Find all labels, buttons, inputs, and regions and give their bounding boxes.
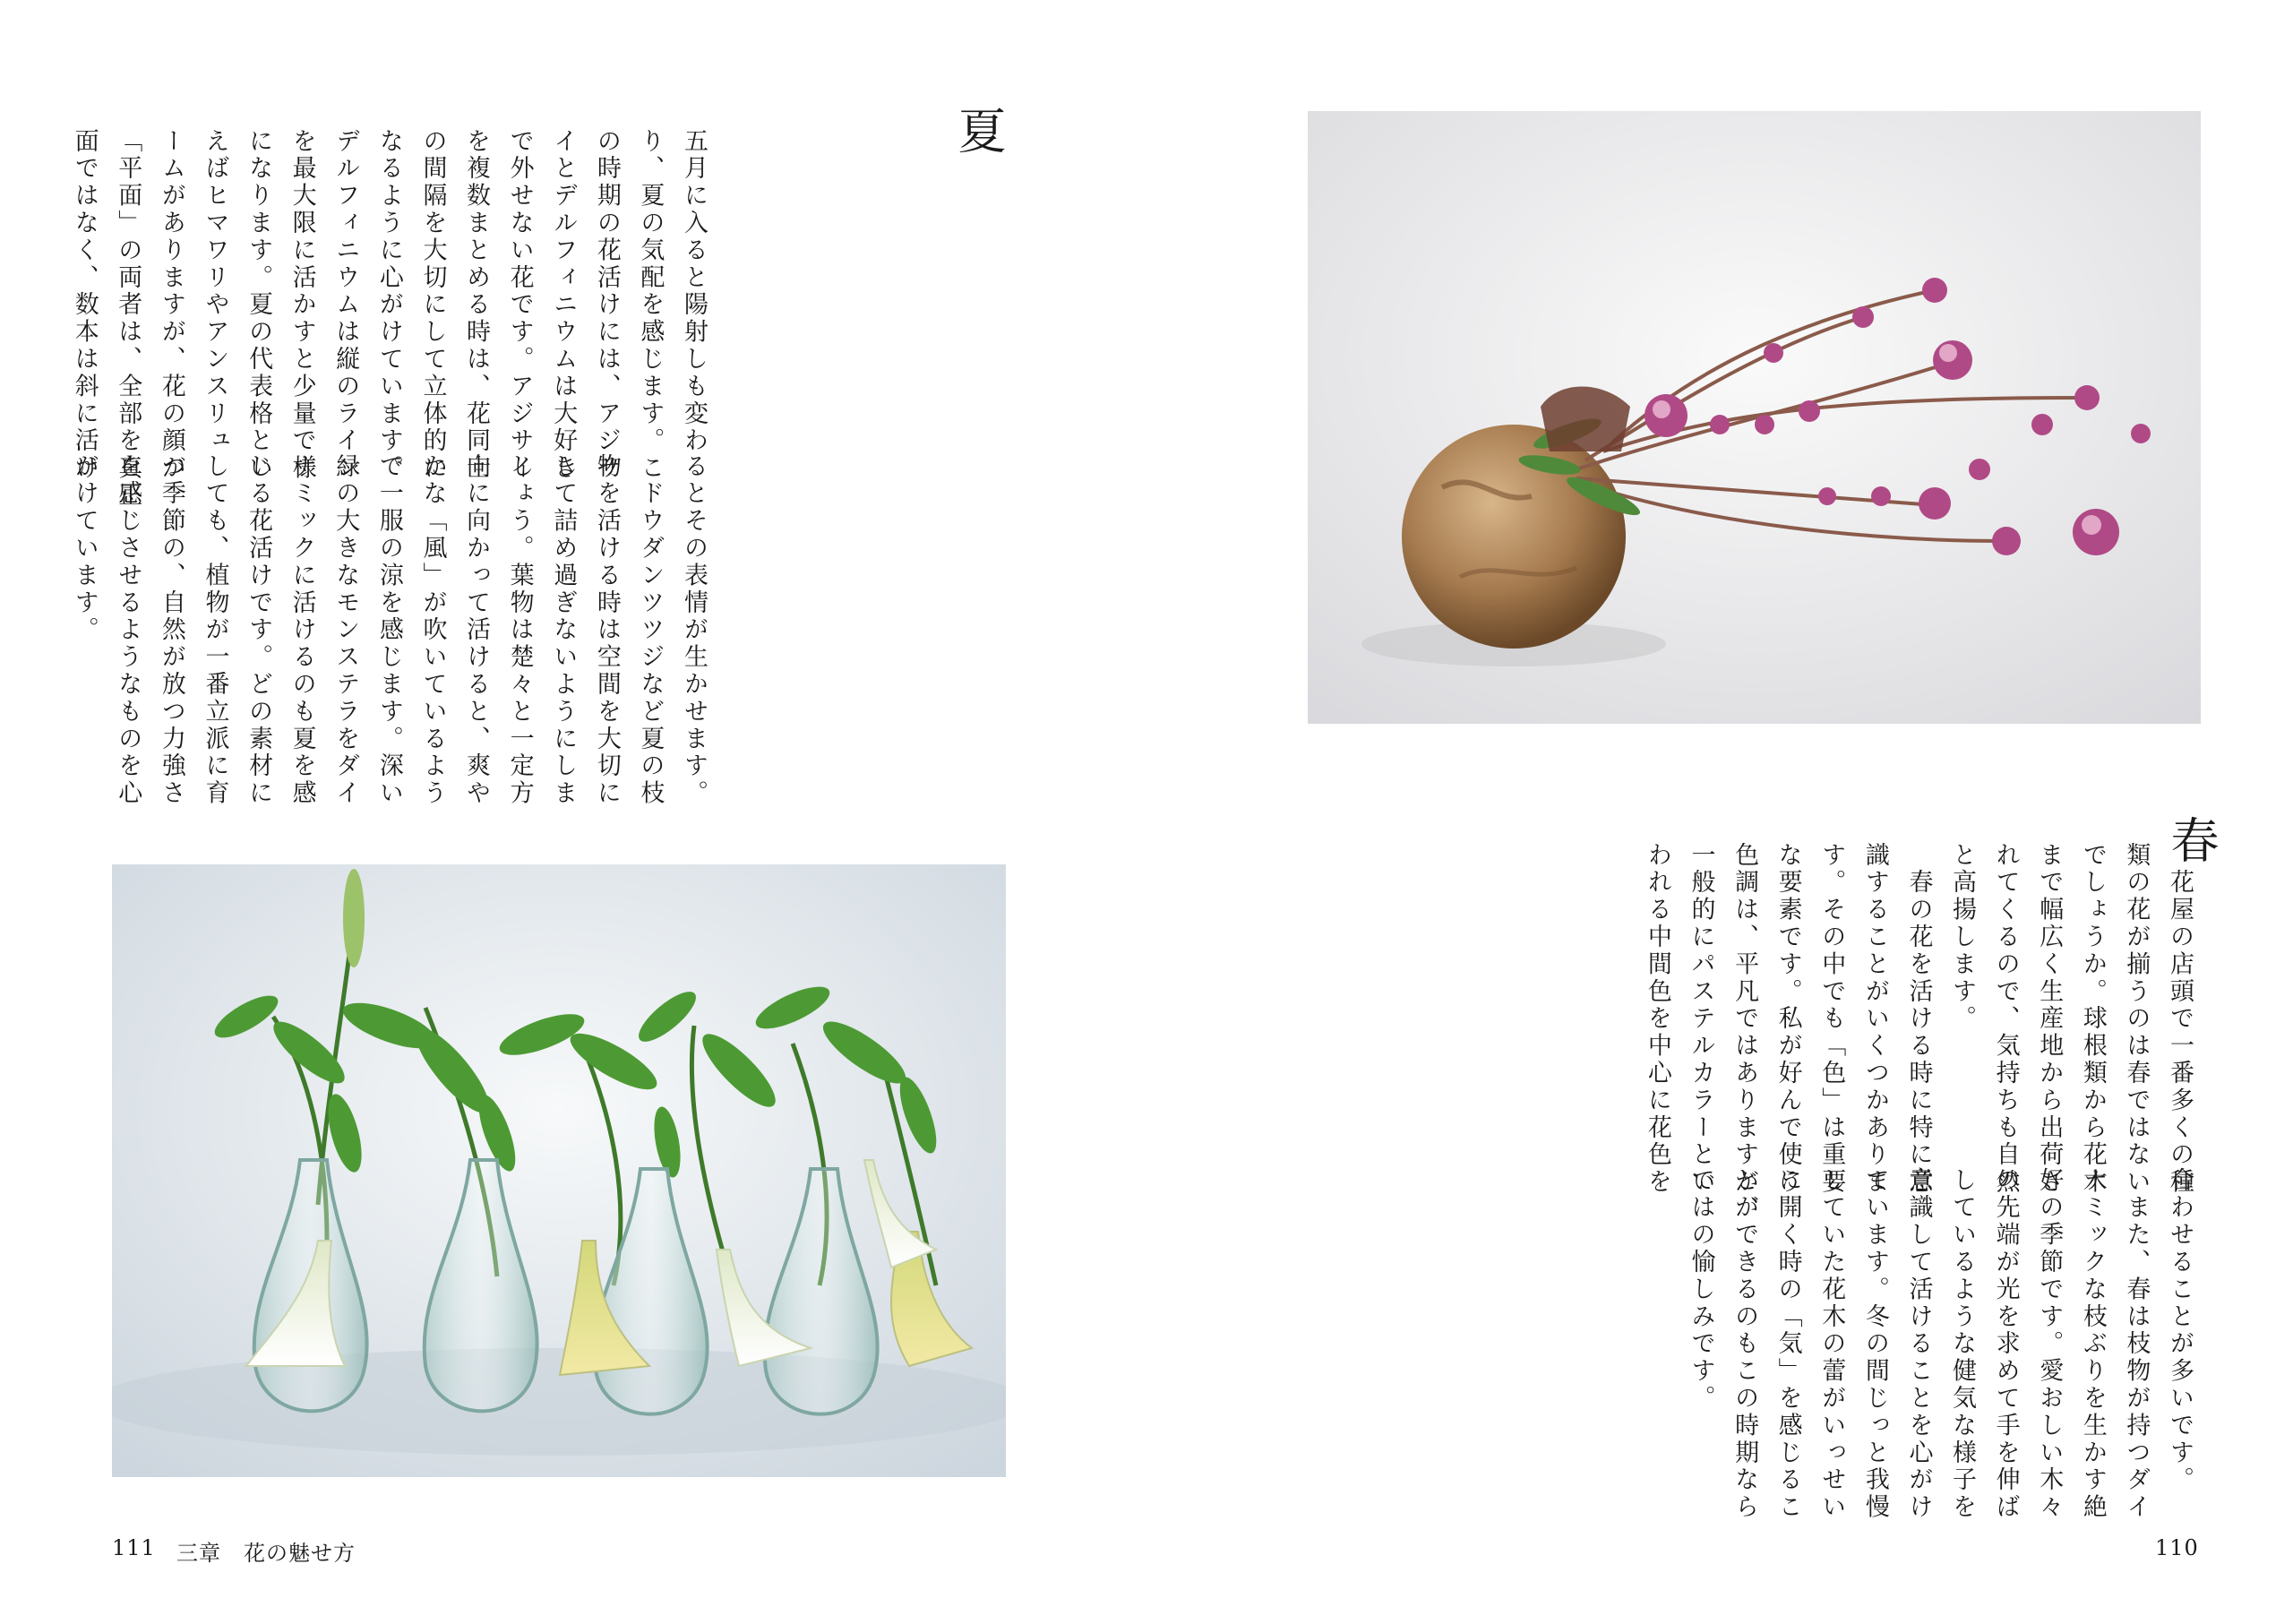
magnolia-illustration	[1308, 111, 2201, 724]
left-page	[0, 0, 1146, 1624]
page-number-right: 110	[2155, 1535, 2199, 1560]
summer-text-block-2: るとその表情が生かせます。 ドウダンツツジなど夏の枝 物を活ける時は空間を大切に して詰め過ぎないようにしま しょう。葉物は楚々と一定方 向に向かって活けると、爽や かな「風」が吹いているよう で一服の涼を感じます。深い 緑の大きなモンステラをダイ ナミックに活けるのも夏を感 じる花活けです。どの素材に しても、植物が一番立派に育 つ季節の、自然が放つ力強さ を感じさせるようなものを心 がけています。	[70, 453, 708, 808]
page-number-left: 111	[112, 1535, 156, 1560]
angels-trumpet-photo	[112, 864, 1006, 1477]
summer-heading: 夏	[950, 106, 1007, 154]
angels-trumpet-illustration	[112, 864, 1006, 1477]
spring-text-block-1: 花屋の店頭で一番多くの種 類の花が揃うのは春ではない でしょうか。球根類から花木 まで幅広く生産地から出荷さ れてくるので、気持ちも自然 と高揚します。 春の花を活ける時に特に意 識することがいくつかありま す。その中でも「色」は重要 な要素です。私が好んで使う 色調は、平凡ではありますが、 一般的にパステルカラーとい われる中間色を中心に花色を	[1643, 842, 2194, 1224]
running-head: 三章 花の魅せ方	[176, 1541, 356, 1566]
right-page	[1146, 0, 2293, 1624]
spring-heading: 春	[2163, 815, 2220, 864]
magnolia-photo	[1308, 111, 2201, 724]
summer-text-block-1: 五月に入ると陽射しも変わ り、夏の気配を感じます。こ の時期の花活けには、アジサ イとデルフィニウムは大好き で外せない花です。アジサイ を複数まとめる時は、花同士 の間隔を大切にして立体的に なるように心がけています。 デルフィニウムは縦のライン を最大限に活かすと少量で様 になります。夏の代表格とい えばヒマワリやアンスリュ ームがありますが、花の顔が 「平面」の両者は、全部を真正 面ではなく、数本は斜に活け	[70, 128, 708, 510]
spring-text-block-2: 合わせることが多いです。 また、春は枝物が持つダイ ナミックな枝ぶりを生かす絶 好の季節です。愛おしい木々 の先端が光を求めて手を伸ば しているような健気な様子を 意識して活けることを心がけ ています。冬の間じっと我慢 していた花木の蕾がいっせい に開く時の「気」を感じるこ とができるのもこの時期なら ではの愉しみです。	[1687, 1167, 2194, 1522]
